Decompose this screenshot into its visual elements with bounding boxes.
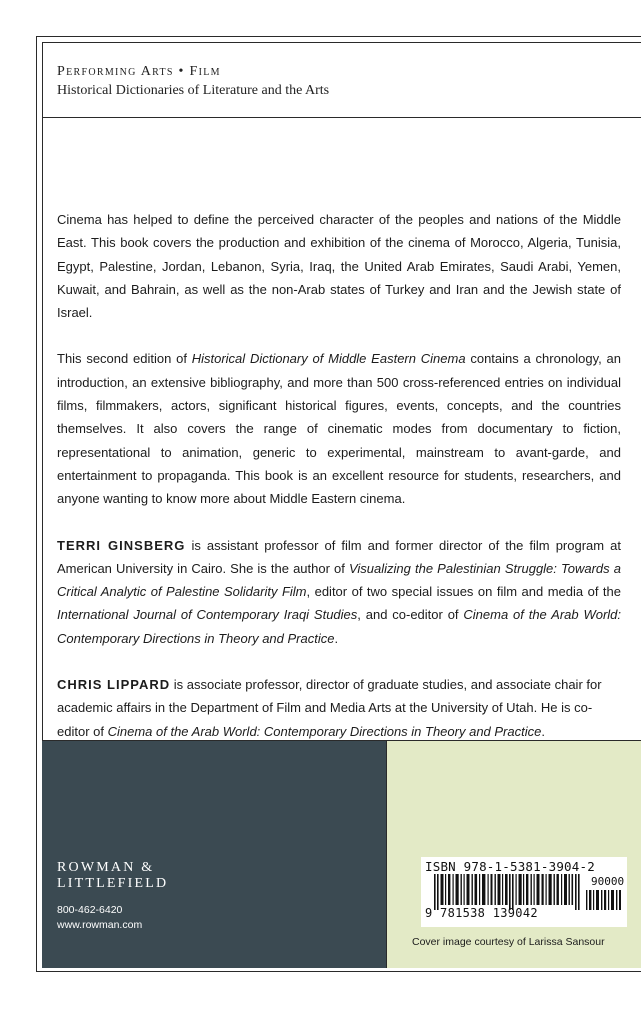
publisher-panel: [42, 740, 387, 968]
author-name: TERRI GINSBERG: [57, 537, 186, 553]
publisher-website[interactable]: www.rowman.com: [57, 919, 143, 931]
author-bio-text: , editor of two special issues on film and media of the: [306, 584, 621, 600]
description-rest: contains a chronology, an introduction, an extensive bibliography, and more than 500 cross-referenced entries on individual films, filmmakers, actors, significant historical figures, events, concepts, and the countries themselves. It also covers the range of cinematic modes from documentary to fiction, representational to animation, generic to experimental, mainstream to avant-garde, and entertainment to propaganda. This book is an excellent resource for students, researchers, and anyone wanting to know more about Middle Eastern cinema.: [57, 351, 621, 507]
book-title: Historical Dictionary of Middle Eastern Cinema: [191, 351, 466, 367]
publisher-name-line2: LITTLEFIELD: [57, 876, 169, 891]
author-bio-text: .: [334, 630, 339, 646]
publisher-logo: [57, 860, 168, 892]
author-bio-text: , and co-editor of: [357, 607, 464, 623]
series-header-box: [42, 42, 641, 118]
addon-barcode: [586, 890, 621, 910]
author-work-title: Cinema of the Arab World: Contemporary Directions in Theory and Practice: [57, 607, 622, 646]
author-work-title: Cinema of the Arab World: Contemporary Directions in Theory and Practice: [107, 723, 542, 739]
author-bio-text: is associate professor, director of graduate studies, and associate chair for academic affairs in the Department of Film and Media Arts at the University of Utah. He is co-editor of: [57, 677, 602, 739]
description-paragraph-2: [57, 347, 621, 510]
author-work-title: Visualizing the Palestinian Struggle: Towards a Critical Analytic of Palestine Solidarity Film: [57, 560, 621, 600]
description-intro: This second edition of: [57, 351, 192, 367]
back-cover-copy: [57, 208, 621, 766]
author-work-title: International Journal of Contemporary Iraqi Studies: [57, 607, 358, 623]
publisher-name-line1: ROWMAN &: [57, 860, 155, 875]
category-label: Performing Arts • Film: [57, 64, 221, 79]
author-bio-text: is assistant professor of film and former director of the film program at American University in Cairo. She is the author of: [57, 537, 621, 576]
series-label: Historical Dictionaries of Literature and the Arts: [57, 83, 330, 98]
barcode-bars: [434, 874, 625, 910]
author-bio-2: [57, 673, 621, 743]
description-paragraph-1: Cinema has helped to define the perceived character of the peoples and nations of the Middle East. This book covers the production and exhibition of the cinema of Morocco, Algeria, Tunisia, Egypt, Palestine, Jordan, Lebanon, Syria, Iraq, the United Arab Emirates, Saudi Arabi, Yemen, Kuwait, and Bahrain, as well as the non-Arab states of Turkey and Iran and the Jewish state of Israel.: [57, 212, 621, 321]
cover-image-credit: Cover image courtesy of Larissa Sansour: [412, 936, 605, 948]
main-barcode: [434, 874, 580, 910]
barcode-panel: [387, 740, 641, 968]
author-bio-text: .: [541, 723, 545, 739]
price-code: 90000: [591, 875, 625, 888]
author-bio-1: [57, 534, 621, 650]
isbn-number: ISBN 978-1-5381-3904-2: [425, 859, 595, 874]
barcode-digits: 9 781538 139042: [425, 906, 538, 920]
publisher-phone: 800-462-6420: [57, 904, 123, 916]
author-name: CHRIS LIPPARD: [57, 677, 171, 693]
